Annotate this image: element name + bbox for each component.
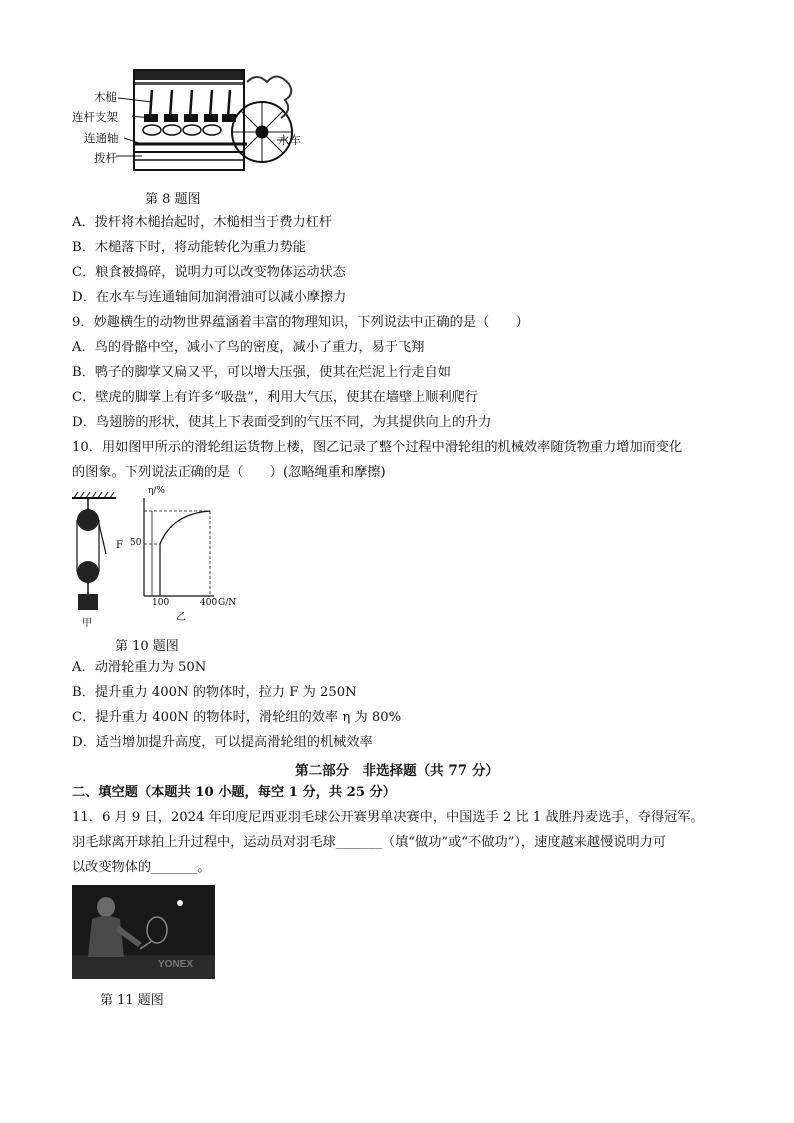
q10-option-b: B．提升重力 400N 的物体时，拉力 F 为 250N <box>72 685 357 700</box>
q10-option-a: A．动滑轮重力为 50N <box>72 660 207 675</box>
badminton-photo <box>72 885 215 979</box>
fig10-caption: 第 10 题图 <box>115 639 179 654</box>
q9-option-a: A．鸟的骨骼中空，减小了鸟的密度，减小了重力，易于飞翔 <box>72 340 425 355</box>
fig10-x-tick-100: 100 <box>152 598 170 608</box>
q9-option-d: D．鸟翅膀的形状，使其上下表面受到的气压不同，为其提供向上的升力 <box>72 415 492 430</box>
q11-line1: 11．6 月 9 日，2024 年印度尼西亚羽毛球公开赛男单决赛中，中国选手 2 比 1 战胜丹麦选手，夺得冠军。 <box>72 810 704 825</box>
q11-line2: 羽毛球离开球拍上升过程中，运动员对羽毛球_______（填“做功”或“不做功”），速度越来越慢说明力可 <box>72 835 667 850</box>
q8-option-c: C．粮食被捣碎，说明力可以改变物体运动状态 <box>72 265 346 280</box>
fig10-eta-axis-label: η/% <box>148 486 165 496</box>
section-fill-in-heading: 二、填空题（本题共 10 小题，每空 1 分，共 25 分） <box>72 785 396 800</box>
q9-stem: 9．妙趣横生的动物世界蕴涵着丰富的物理知识，下列说法中正确的是（ ） <box>72 315 529 330</box>
fig8-label-waterwheel: 水车 <box>278 133 301 147</box>
fig10-x-tick-400: 400 <box>200 598 218 608</box>
fig8-label-mallet: 木槌 <box>94 90 117 104</box>
fig10-yi-label: 乙 <box>176 612 186 623</box>
photo-sponsor-text: YONEX <box>158 959 194 970</box>
fig8-label-axle: 连通轴 <box>84 131 119 145</box>
fig8-label-bracket: 连杆支架 <box>72 110 118 124</box>
q10-option-c: C．提升重力 400N 的物体时，滑轮组的效率 η 为 80% <box>72 710 402 725</box>
badminton-player-image <box>72 885 215 979</box>
fig8-caption: 第 8 题图 <box>145 192 201 207</box>
fig10-force-label: F <box>116 540 123 551</box>
fig10-unit-label: G/N <box>218 598 237 608</box>
fig10-jia-label: 甲 <box>82 618 92 629</box>
q8-option-d: D．在水车与连通轴间加润滑油可以减小摩擦力 <box>72 290 347 305</box>
fig10-y-tick-50: 50 <box>130 538 142 548</box>
q10-stem-line1: 10．用如图甲所示的滑轮组运货物上楼，图乙记录了整个过程中滑轮组的机械效率随货物重力增加而变化 <box>72 440 683 455</box>
q10-stem-line2: 的图象。下列说法正确的是（ ）(忽略绳重和摩擦) <box>72 465 386 480</box>
fig11-caption: 第 11 题图 <box>100 993 164 1008</box>
figure-8 <box>72 62 312 177</box>
q9-option-b: B．鸭子的脚掌又扁又平，可以增大压强，使其在烂泥上行走自如 <box>72 365 451 380</box>
q9-option-c: C．壁虎的脚掌上有许多“吸盘”，利用大气压，使其在墙壁上顺利爬行 <box>72 390 479 405</box>
q10-option-d: D．适当增加提升高度，可以提高滑轮组的机械效率 <box>72 735 373 750</box>
fig8-label-lever: 拨杆 <box>94 151 117 165</box>
figure-10 <box>72 486 242 629</box>
part2-title: 第二部分 非选择题（共 77 分） <box>295 763 499 779</box>
q8-option-a: A．拨杆将木槌抬起时，木槌相当于费力杠杆 <box>72 215 333 230</box>
q11-line3: 以改变物体的_______。 <box>72 860 211 875</box>
q8-option-b: B．木槌落下时，将动能转化为重力势能 <box>72 240 306 255</box>
